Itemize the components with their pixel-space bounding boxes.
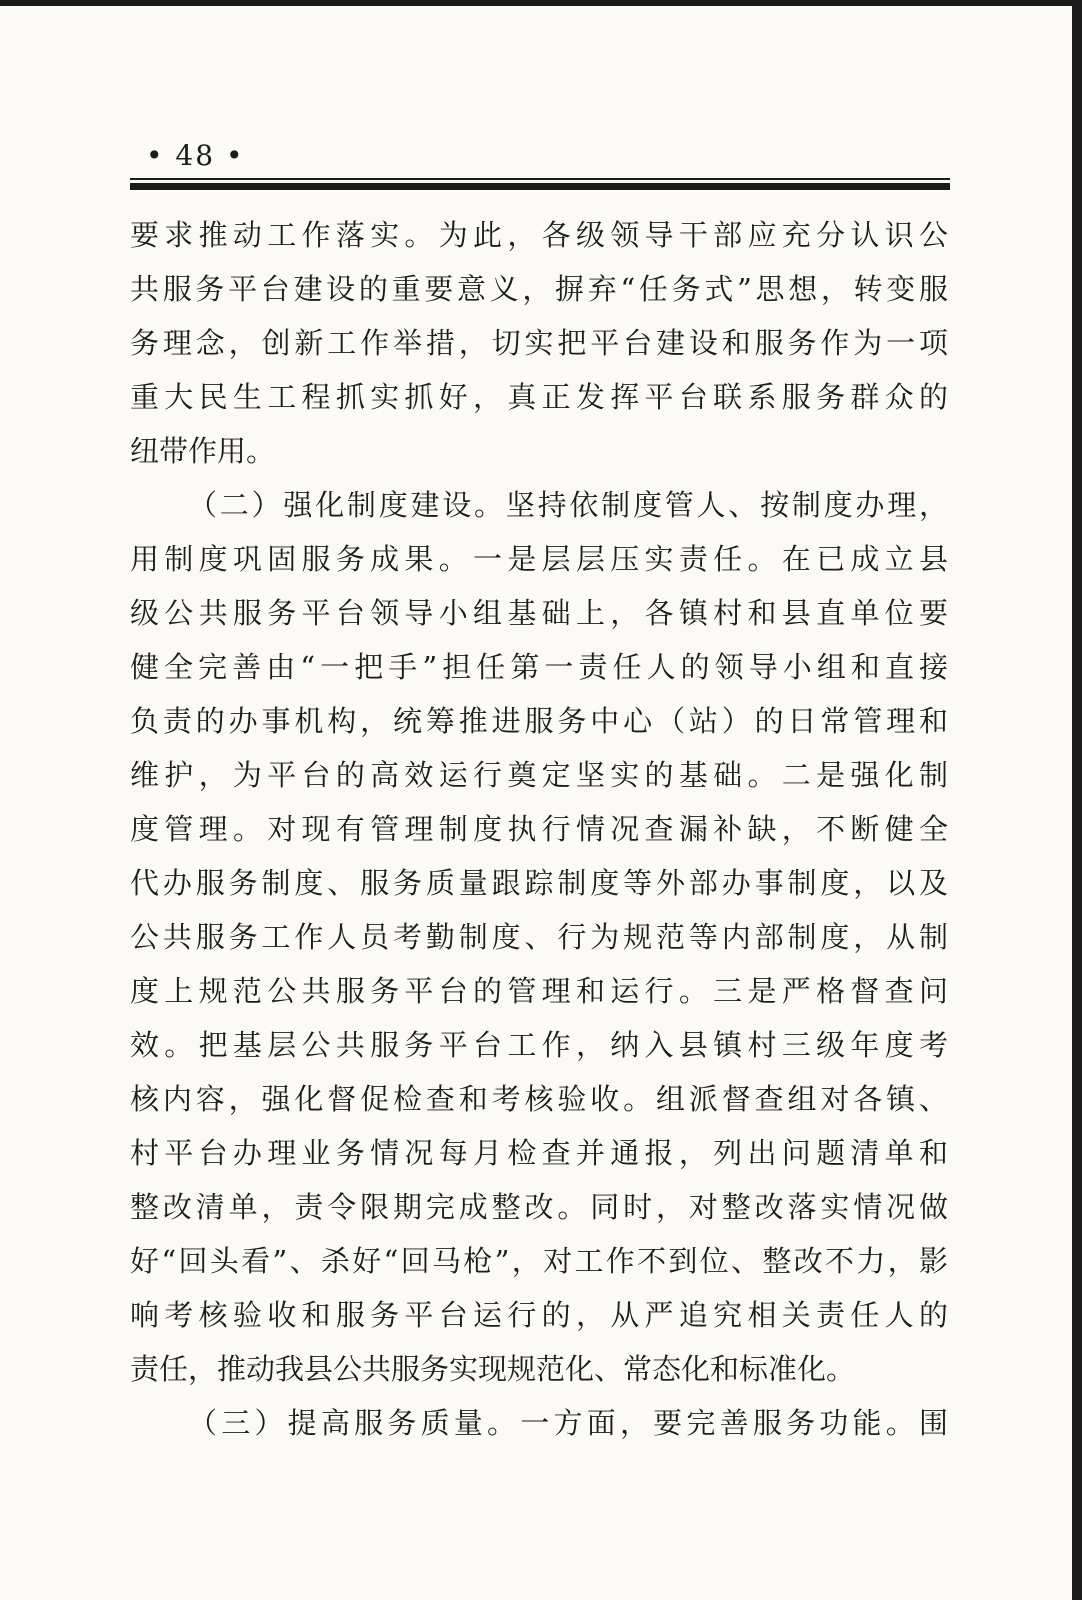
text-line: 责任，推动我县公共服务实现规范化、常态化和标准化。 [130, 1352, 856, 1386]
text-line: 务理念，创新工作举措，切实把平台建设和服务作为一项 [130, 326, 948, 360]
text-line: 负责的办事机构，统筹推进服务中心（站）的日常管理和 [130, 704, 948, 738]
text-line: 纽带作用。 [130, 434, 276, 468]
text-line: 好“回头看”、杀好“回马枪”，对工作不到位、整改不力，影 [130, 1244, 948, 1278]
text-line: 核内容，强化督促检查和考核验收。组派督查组对各镇、 [130, 1082, 948, 1116]
section-heading-line: （二）强化制度建设。坚持依制度管人、按制度办理， [188, 488, 948, 522]
text-line: 要求推动工作落实。为此，各级领导干部应充分认识公 [130, 218, 948, 252]
text-line: 维护，为平台的高效运行奠定坚实的基础。二是强化制 [130, 758, 948, 792]
text-line: 公共服务工作人员考勤制度、行为规范等内部制度，从制 [130, 920, 948, 954]
text-line: 重大民生工程抓实抓好，真正发挥平台联系服务群众的 [130, 380, 948, 414]
text-line: 度上规范公共服务平台的管理和运行。三是严格督查问 [130, 974, 948, 1008]
text-line: 级公共服务平台领导小组基础上，各镇村和县直单位要 [130, 596, 948, 630]
text-line: 效。把基层公共服务平台工作，纳入县镇村三级年度考 [130, 1028, 948, 1062]
text-line: 健全完善由“一把手”担任第一责任人的领导小组和直接 [130, 650, 948, 684]
body-text [130, 208, 948, 1450]
text-line: 村平台办理业务情况每月检查并通报，列出问题清单和 [130, 1136, 948, 1170]
text-line: 整改清单，责令限期完成整改。同时，对整改落实情况做 [130, 1190, 948, 1224]
header-rule-thick [130, 183, 950, 190]
page-header [130, 138, 950, 190]
text-line: 度管理。对现有管理制度执行情况查漏补缺，不断健全 [130, 812, 948, 846]
page-number: • 48 • [146, 139, 245, 172]
text-line: 代办服务制度、服务质量跟踪制度等外部办事制度，以及 [130, 866, 948, 900]
text-line: 用制度巩固服务成果。一是层层压实责任。在已成立县 [130, 542, 948, 576]
section-heading-line: （三）提高服务质量。一方面，要完善服务功能。围 [188, 1406, 948, 1440]
text-line: 共服务平台建设的重要意义，摒弃“任务式”思想，转变服 [130, 272, 948, 306]
text-line: 响考核验收和服务平台运行的，从严追究相关责任人的 [130, 1298, 948, 1332]
header-rule-thin [130, 178, 950, 180]
